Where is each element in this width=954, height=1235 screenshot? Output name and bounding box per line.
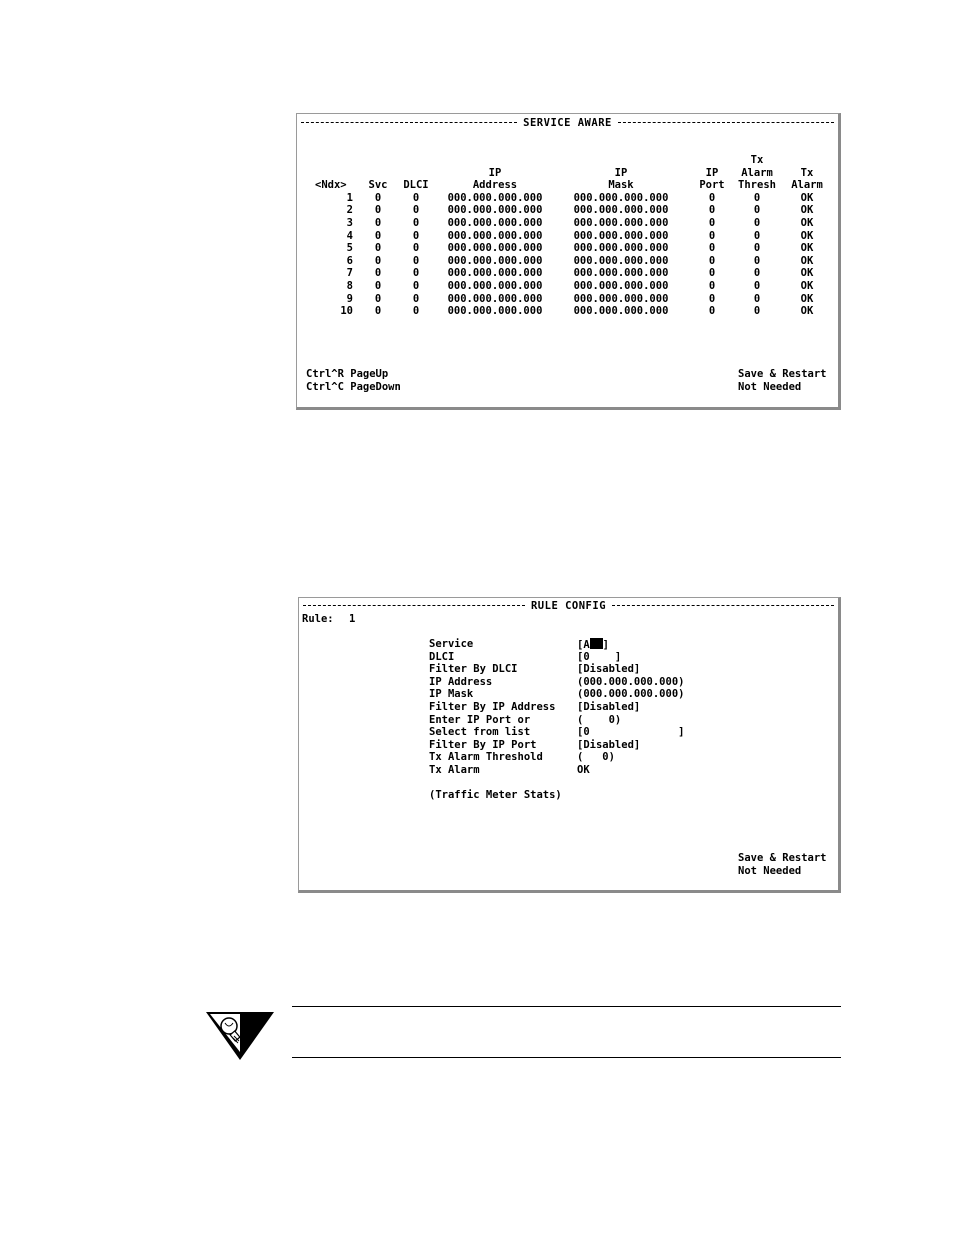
row-ip-port: 0 bbox=[708, 242, 716, 255]
row-index: 2 bbox=[346, 204, 353, 217]
rule-field-label: Enter IP Port or bbox=[429, 713, 531, 726]
row-tx-alarm-thresh: 0 bbox=[753, 242, 761, 255]
save-restart-status: Not Needed bbox=[738, 865, 802, 877]
save-restart-status: Not Needed bbox=[738, 381, 802, 393]
rule-field-row bbox=[429, 726, 684, 739]
row-tx-alarm: OK bbox=[800, 254, 814, 267]
note-top-rule bbox=[292, 1006, 841, 1007]
rule-label: Rule: bbox=[302, 613, 334, 625]
row-dlci: 0 bbox=[412, 279, 420, 292]
row-ip-address: 000.000.000.000 bbox=[447, 267, 543, 280]
rule-field-value[interactable] bbox=[577, 726, 684, 739]
rule-field-value[interactable] bbox=[577, 764, 590, 777]
row-tx-alarm-thresh: 0 bbox=[753, 204, 761, 217]
row-dlci: 0 bbox=[412, 305, 420, 318]
row-ip-mask: 000.000.000.000 bbox=[573, 292, 669, 305]
row-ip-port: 0 bbox=[708, 305, 716, 318]
header-tx-alarm-line1: Tx bbox=[800, 166, 814, 179]
ctrl-c-pagedown-hint: Ctrl^C PageDown bbox=[306, 381, 401, 393]
rule-field-row bbox=[429, 676, 684, 689]
row-ip-mask: 000.000.000.000 bbox=[573, 191, 669, 204]
rule-field-value[interactable] bbox=[577, 739, 640, 752]
rule-field-label: IP Address bbox=[429, 675, 493, 688]
row-tx-alarm: OK bbox=[800, 191, 814, 204]
rule-field-label: Filter By IP Address bbox=[429, 700, 556, 713]
header-ip-mask-line1: IP bbox=[614, 166, 628, 179]
row-ip-address: 000.000.000.000 bbox=[447, 279, 543, 292]
table-row[interactable] bbox=[307, 280, 833, 293]
row-svc: 0 bbox=[374, 191, 382, 204]
row-dlci: 0 bbox=[412, 292, 420, 305]
row-tx-alarm: OK bbox=[800, 242, 814, 255]
rule-field-value-text: [Disabled] bbox=[577, 663, 641, 676]
row-tx-alarm: OK bbox=[800, 292, 814, 305]
rule-field-label: IP Mask bbox=[429, 688, 474, 701]
rule-field-value[interactable] bbox=[577, 651, 621, 664]
row-ip-mask: 000.000.000.000 bbox=[573, 305, 669, 318]
row-svc: 0 bbox=[374, 305, 382, 318]
row-index: 5 bbox=[346, 242, 353, 255]
table-header-row bbox=[307, 179, 833, 192]
row-tx-alarm: OK bbox=[800, 229, 814, 242]
row-ip-address: 000.000.000.000 bbox=[447, 305, 543, 318]
rule-field-value[interactable] bbox=[577, 714, 621, 727]
table-row[interactable] bbox=[307, 293, 833, 306]
rule-field-row bbox=[429, 701, 684, 714]
row-tx-alarm: OK bbox=[800, 267, 814, 280]
rule-fields bbox=[429, 638, 684, 777]
rule-field-row bbox=[429, 638, 684, 651]
row-dlci: 0 bbox=[412, 267, 420, 280]
header-ip-address-line1: IP bbox=[488, 166, 502, 179]
traffic-meter-stats-link[interactable]: (Traffic Meter Stats) bbox=[429, 789, 562, 801]
row-ip-mask: 000.000.000.000 bbox=[573, 204, 669, 217]
row-svc: 0 bbox=[374, 267, 382, 280]
header-ip-address: Address bbox=[472, 179, 518, 192]
row-dlci: 0 bbox=[412, 204, 420, 217]
header-ip-port-line1: IP bbox=[705, 166, 719, 179]
table-row[interactable] bbox=[307, 204, 833, 217]
row-ip-mask: 000.000.000.000 bbox=[573, 267, 669, 280]
row-dlci: 0 bbox=[412, 191, 420, 204]
header-svc: Svc bbox=[368, 179, 388, 192]
table-row[interactable] bbox=[307, 230, 833, 243]
rule-field-row bbox=[429, 663, 684, 676]
row-tx-alarm-thresh: 0 bbox=[753, 254, 761, 267]
table-body bbox=[307, 192, 833, 318]
rule-field-value[interactable] bbox=[577, 751, 615, 764]
row-ip-mask: 000.000.000.000 bbox=[573, 216, 669, 229]
rule-field-row bbox=[429, 714, 684, 727]
rule-field-label: Filter By IP Port bbox=[429, 738, 537, 751]
row-index: 9 bbox=[346, 292, 353, 305]
row-svc: 0 bbox=[374, 254, 382, 267]
table-row[interactable] bbox=[307, 242, 833, 255]
table-row[interactable] bbox=[307, 217, 833, 230]
row-ip-port: 0 bbox=[708, 216, 716, 229]
row-svc: 0 bbox=[374, 242, 382, 255]
row-ip-address: 000.000.000.000 bbox=[447, 229, 543, 242]
row-ip-port: 0 bbox=[708, 191, 716, 204]
row-ip-mask: 000.000.000.000 bbox=[573, 279, 669, 292]
rule-field-label: Service bbox=[429, 638, 474, 650]
header-ip-mask: Mask bbox=[608, 179, 634, 192]
save-restart-label: Save & Restart bbox=[738, 852, 827, 864]
rule-field-row bbox=[429, 688, 684, 701]
row-index: 10 bbox=[340, 305, 353, 318]
row-tx-alarm: OK bbox=[800, 305, 814, 318]
row-tx-alarm-thresh: 0 bbox=[753, 267, 761, 280]
rule-config-title-bar bbox=[303, 599, 834, 612]
rule-field-label: Filter By DLCI bbox=[429, 663, 518, 676]
row-tx-alarm-thresh: 0 bbox=[753, 305, 761, 318]
row-svc: 0 bbox=[374, 279, 382, 292]
rule-field-value-text: [A bbox=[577, 639, 590, 651]
header-dlci: DLCI bbox=[403, 179, 429, 192]
row-index: 1 bbox=[346, 191, 353, 204]
row-ip-address: 000.000.000.000 bbox=[447, 242, 543, 255]
header-tx-thresh: Thresh bbox=[738, 179, 776, 192]
lightbulb-icon bbox=[206, 1010, 274, 1062]
rule-config-screen bbox=[298, 597, 841, 893]
rule-field-value[interactable] bbox=[577, 663, 640, 676]
row-tx-alarm: OK bbox=[800, 204, 814, 217]
service-aware-table bbox=[307, 154, 833, 318]
rule-field-value-text: (000.000.000.000) bbox=[577, 675, 685, 688]
row-ip-mask: 000.000.000.000 bbox=[573, 229, 669, 242]
rule-field-label: Select from list bbox=[429, 726, 531, 739]
rule-field-label: Tx Alarm bbox=[429, 763, 480, 776]
rule-field-value-text: [0 ] bbox=[577, 726, 685, 739]
row-svc: 0 bbox=[374, 204, 382, 217]
save-restart-label: Save & Restart bbox=[738, 368, 827, 380]
note-bottom-rule bbox=[292, 1057, 841, 1058]
service-aware-screen bbox=[296, 113, 841, 410]
row-dlci: 0 bbox=[412, 242, 420, 255]
rule-number: 1 bbox=[349, 613, 356, 625]
row-index: 8 bbox=[346, 279, 353, 292]
row-ip-port: 0 bbox=[708, 267, 716, 280]
row-tx-alarm: OK bbox=[800, 216, 814, 229]
service-aware-title: SERVICE AWARE bbox=[523, 116, 612, 129]
row-dlci: 0 bbox=[412, 216, 420, 229]
row-ip-address: 000.000.000.000 bbox=[447, 292, 543, 305]
row-ip-port: 0 bbox=[708, 229, 716, 242]
row-ip-address: 000.000.000.000 bbox=[447, 204, 543, 217]
row-index: 7 bbox=[346, 267, 353, 280]
row-ip-mask: 000.000.000.000 bbox=[573, 254, 669, 267]
row-ip-port: 0 bbox=[708, 279, 716, 292]
row-svc: 0 bbox=[374, 292, 382, 305]
rule-field-label: Tx Alarm Threshold bbox=[429, 751, 543, 764]
rule-field-row bbox=[429, 764, 684, 777]
row-ip-port: 0 bbox=[708, 204, 716, 217]
header-tx-thresh-line1: Tx bbox=[750, 154, 764, 166]
table-header-row bbox=[307, 167, 833, 180]
row-svc: 0 bbox=[374, 229, 382, 242]
row-svc: 0 bbox=[374, 216, 382, 229]
rule-field-row bbox=[429, 751, 684, 764]
table-row[interactable] bbox=[307, 305, 833, 318]
row-index: 4 bbox=[346, 229, 353, 242]
rule-field-row bbox=[429, 739, 684, 752]
row-ip-port: 0 bbox=[708, 254, 716, 267]
text-cursor bbox=[590, 638, 603, 649]
header-tx-alarm: Alarm bbox=[791, 179, 823, 192]
header-ndx: <Ndx> bbox=[315, 179, 347, 192]
row-index: 3 bbox=[346, 216, 353, 229]
row-ip-mask: 000.000.000.000 bbox=[573, 242, 669, 255]
row-tx-alarm-thresh: 0 bbox=[753, 292, 761, 305]
row-tx-alarm-thresh: 0 bbox=[753, 229, 761, 242]
ctrl-r-pageup-hint: Ctrl^R PageUp bbox=[306, 368, 389, 380]
rule-field-value-text: [0 ] bbox=[577, 650, 622, 663]
row-ip-address: 000.000.000.000 bbox=[447, 216, 543, 229]
service-aware-title-bar bbox=[301, 116, 834, 129]
rule-field-value[interactable] bbox=[577, 701, 640, 714]
rule-config-title: RULE CONFIG bbox=[530, 599, 607, 612]
row-dlci: 0 bbox=[412, 254, 420, 267]
row-tx-alarm-thresh: 0 bbox=[753, 216, 761, 229]
table-row[interactable] bbox=[307, 255, 833, 268]
row-ip-address: 000.000.000.000 bbox=[447, 191, 543, 204]
rule-field-value-text: OK bbox=[577, 763, 590, 776]
rule-field-value-suffix: ] bbox=[602, 639, 609, 651]
rule-field-value-text: ( 0) bbox=[577, 713, 622, 726]
row-index: 6 bbox=[346, 254, 353, 267]
rule-field-value-text: ( 0) bbox=[577, 751, 615, 764]
row-dlci: 0 bbox=[412, 229, 420, 242]
rule-field-value-text: [Disabled] bbox=[577, 738, 641, 751]
table-row[interactable] bbox=[307, 192, 833, 205]
header-tx-thresh-line2: Alarm bbox=[741, 166, 773, 179]
rule-field-value[interactable] bbox=[577, 688, 684, 701]
row-ip-port: 0 bbox=[708, 292, 716, 305]
row-ip-address: 000.000.000.000 bbox=[447, 254, 543, 267]
header-ip-port: Port bbox=[699, 179, 725, 192]
rule-field-value-text: [Disabled] bbox=[577, 700, 641, 713]
row-tx-alarm-thresh: 0 bbox=[753, 191, 761, 204]
table-row[interactable] bbox=[307, 267, 833, 280]
table-header-row bbox=[307, 154, 833, 167]
row-tx-alarm: OK bbox=[800, 279, 814, 292]
rule-field-row bbox=[429, 651, 684, 664]
rule-field-value[interactable] bbox=[577, 676, 684, 689]
rule-field-label: DLCI bbox=[429, 650, 455, 663]
row-tx-alarm-thresh: 0 bbox=[753, 279, 761, 292]
rule-field-value-text: (000.000.000.000) bbox=[577, 688, 685, 701]
rule-field-value[interactable] bbox=[577, 638, 609, 651]
